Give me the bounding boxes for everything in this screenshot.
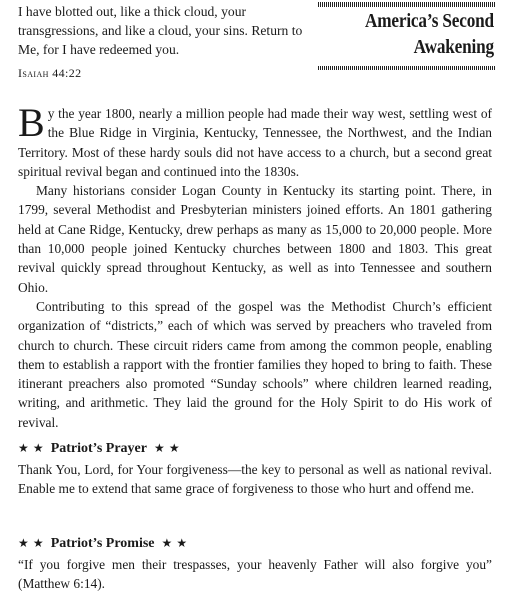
paragraph-1 [18, 100, 492, 181]
epigraph-reference: Isaiah 44:22 [18, 66, 82, 80]
promise-heading-text: Patriot’s Promise [50, 536, 155, 551]
chapter-title-line-1: America’s Second [365, 10, 494, 32]
star-icon: ★ ★ [18, 536, 44, 550]
prayer-heading [18, 439, 492, 458]
drop-cap: B [18, 100, 45, 145]
star-icon: ★ ★ [161, 536, 188, 550]
article-body [18, 100, 492, 432]
paragraph-3: Contributing to this spread of the gospel was the Methodist Church’s efficient organization of “districts,” each of which was served by preachers who traveled from church to church. These circuit riders came from among the common people, enabling them to establish a rapport with the frontier families they hoped to bring to faith. These itinerant preachers also promoted “Sunday schools” where children learned reading, writing, and arithmetic. They laid the ground for the Holy Spirit to do His work of revival. [18, 298, 492, 430]
promise-text: “If you forgive men their trespasses, your heavenly Father will also forgive you” (Matthew 6:14). [18, 557, 492, 592]
prayer-text: Thank You, Lord, for Your forgiveness—the key to personal as well as national revival. Enable me to extend that same grace of forgiveness to those who hurt and offend me. [18, 462, 492, 497]
chapter-title-block [318, 2, 496, 72]
paragraph-2: Many historians consider Logan County in Kentucky its starting point. There, in 1799, several Methodist and Presbyterian ministers joined efforts. An 1801 gathering held at Cane Ridge, Kentucky, drew perhaps as many as 15,000 to 20,000 people. More than 10,000 people joined Kentucky churches between 1800 and 1803. This great revival quickly spread throughout Kentucky, as well as into Tennessee and southern Ohio. [18, 183, 492, 295]
title-top-rule [318, 2, 496, 7]
chapter-title-line-2: Awakening [413, 36, 494, 58]
patriots-prayer-section [18, 439, 492, 499]
star-icon: ★ ★ [18, 441, 44, 455]
star-icon: ★ ★ [153, 441, 180, 455]
paragraph-1-text: y the year 1800, nearly a million people had made their way west, settling west of the Blue Ridge in Virginia, Kentucky, Tennessee, the Northwest, and the Indian Territory. Most of these hardy souls did not have access to a church, but a second great spiritual revival began and continued into the 1830s. [18, 106, 492, 179]
title-bottom-rule [318, 66, 496, 70]
epigraph-verse: I have blotted out, like a thick cloud, your transgressions, and like a cloud, your sins. Return to Me, for I have redeemed you. [18, 4, 303, 57]
patriots-promise-section [18, 534, 492, 594]
prayer-heading-text: Patriot’s Prayer [50, 441, 147, 456]
chapter-title [365, 8, 494, 60]
promise-heading [18, 534, 492, 553]
